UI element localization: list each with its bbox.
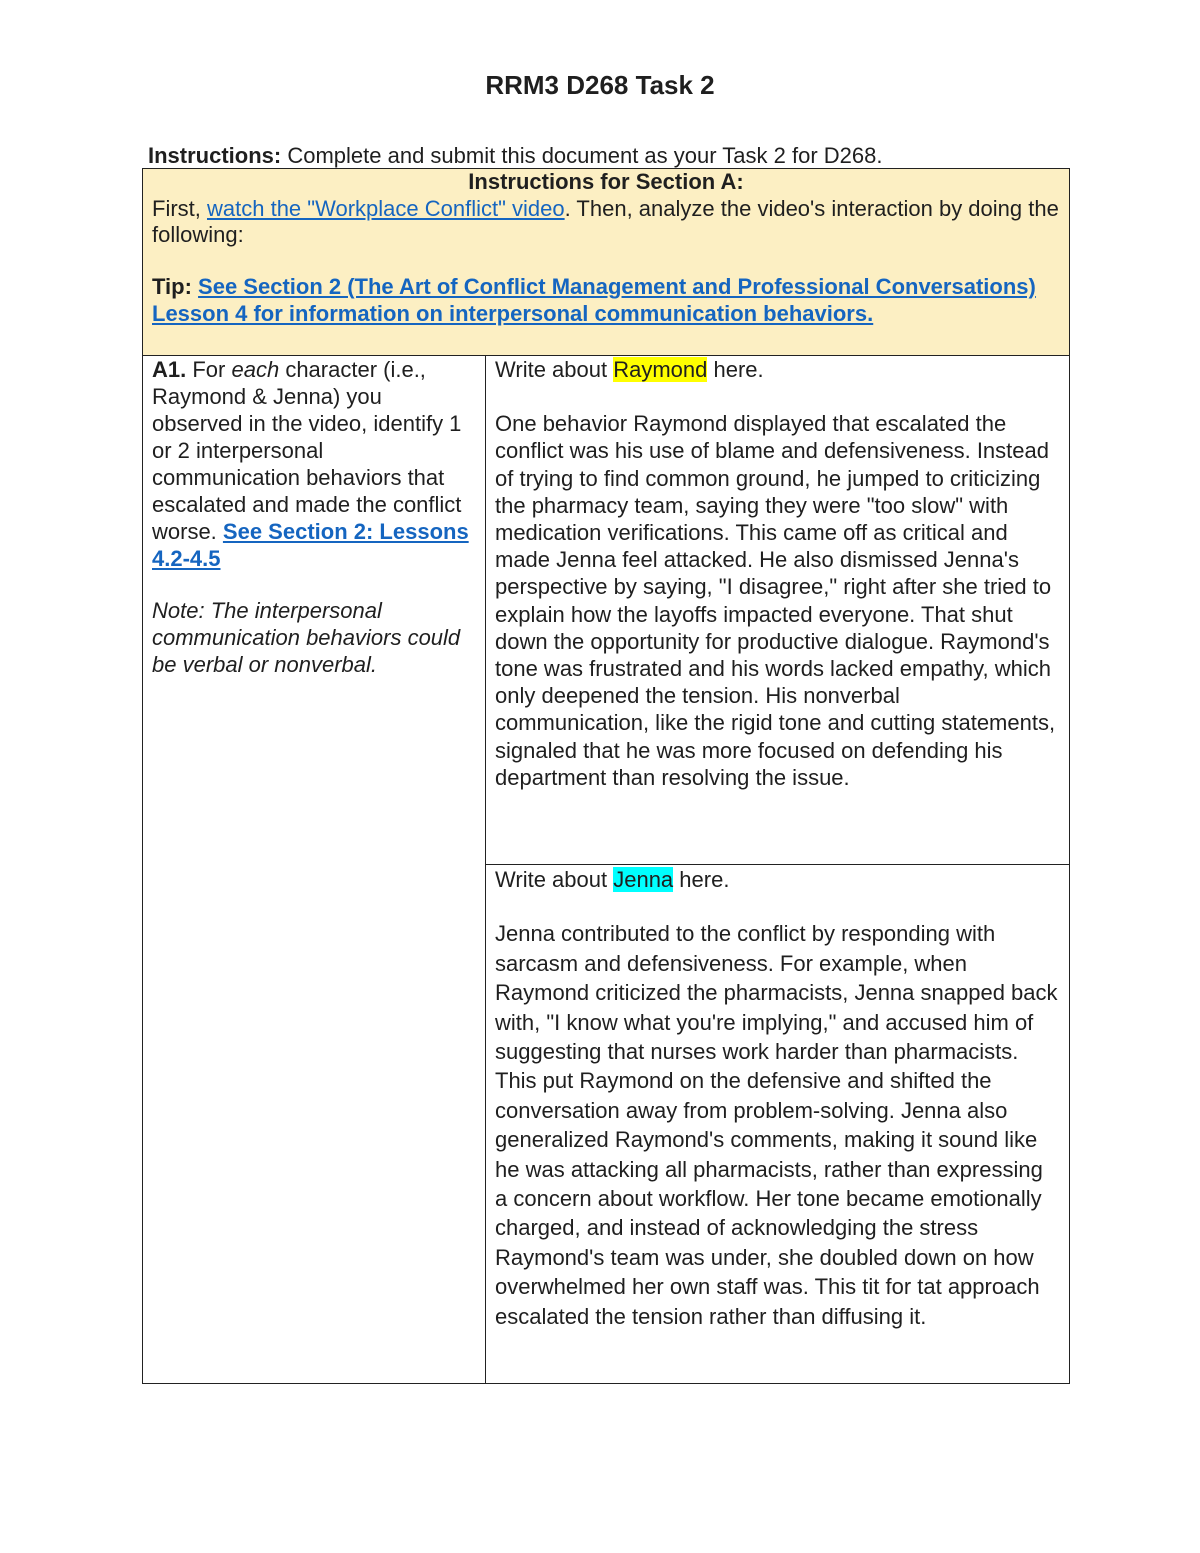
a1-note: Note: The interpersonal communication behaviors could be verbal or nonverbal. xyxy=(152,598,461,677)
page-title: RRM3 D268 Task 2 xyxy=(485,70,715,100)
instructions-label: Instructions: xyxy=(148,143,282,168)
raymond-suffix: here. xyxy=(707,357,764,382)
jenna-answer: Jenna contributed to the conflict by responding with sarcasm and defensiveness. For example, when Raymond criticized the pharmacists, Jenna snapped back with, "I know what you're implying," and accused him of suggesting that nurses work harder than pharmacists. This put Raymond on the defensive and shifted the conversation away from problem-solving. Jenna also generalized Raymond's comments, making it sound like he was attacking all pharmacists, rather than expressing a concern about workflow. Her tone became emotionally charged, and instead of acknowledging the stress Raymond's team was under, she doubled down on how overwhelmed her own staff was. This tit for tat approach escalated the tension rather than diffusing it. xyxy=(495,921,1058,1329)
instructions-text: Complete and submit this document as your Task 2 for D268. xyxy=(281,143,883,168)
section-a-heading: Instructions for Section A: xyxy=(468,169,744,194)
a1-label: A1. xyxy=(152,357,187,382)
a1-row-raymond xyxy=(143,356,1070,865)
first-prefix: First, xyxy=(152,195,207,221)
first-suffix: . Then, analyze the video's interaction by doing the following: xyxy=(152,195,1059,248)
raymond-answer-cell[interactable] xyxy=(486,356,1070,865)
spacer xyxy=(152,249,1060,274)
tip-label: Tip: xyxy=(152,274,192,300)
tip-section-link[interactable]: See Section 2 (The Art of Conflict Management and Professional Conversations) Lesson 4 for information on interpersonal communication behaviors. xyxy=(152,274,1036,326)
section-a-row xyxy=(143,169,1070,356)
raymond-prefix: Write about xyxy=(495,357,614,382)
jenna-lead xyxy=(495,865,1060,894)
jenna-suffix: here. xyxy=(673,867,730,892)
a1-prompt-cell xyxy=(143,356,486,1384)
raymond-name-highlight: Raymond xyxy=(613,357,708,382)
raymond-lead xyxy=(495,356,1060,383)
task-table xyxy=(142,168,1070,1384)
a1-prompt xyxy=(152,356,476,572)
jenna-answer-cell[interactable] xyxy=(486,865,1070,1384)
a1-emphasis: each xyxy=(231,357,280,382)
jenna-prefix: Write about xyxy=(495,867,614,892)
a1-text-before: For xyxy=(186,357,232,382)
workplace-conflict-video-link[interactable]: watch the "Workplace Conflict" video xyxy=(207,195,565,221)
jenna-name-highlight: Jenna xyxy=(613,867,674,892)
raymond-answer: One behavior Raymond displayed that escalated the conflict was his use of blame and defensiveness. Instead of trying to find common ground, he jumped to criticizing the pharmacy team, saying they were "too slow" with medication verifications. This came off as critical and made Jenna feel attacked. He also dismissed Jenna's perspective by saying, "I disagree," right after she tried to explain how the layoffs impacted everyone. That shut down the opportunity for productive dialogue. Raymond's tone was frustrated and his words lacked empathy, which only deepened the tension. His nonverbal communication, like the rigid tone and cutting statements, signaled that he was more focused on defending his department than resolving the issue. xyxy=(495,411,1056,790)
section-a-instructions xyxy=(143,169,1070,356)
lessons-link[interactable]: See Section 2: Lessons 4.2-4.5 xyxy=(152,519,469,571)
instructions-line xyxy=(148,143,882,169)
a1-text-after: character (i.e., Raymond & Jenna) you observed in the video, identify 1 or 2 interpersonal communication behaviors that escalated and made the conflict worse. xyxy=(152,357,462,544)
